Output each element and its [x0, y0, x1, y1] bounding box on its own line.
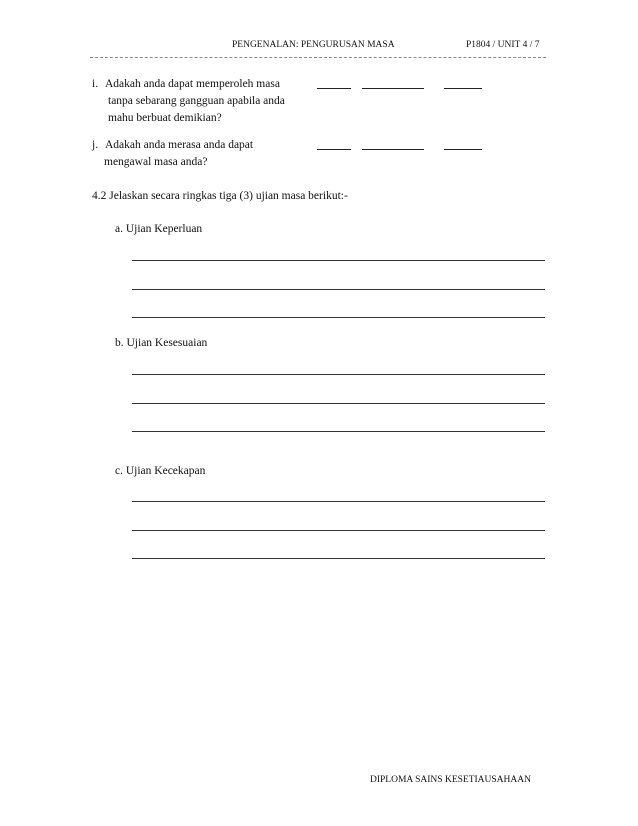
question-i-line-1: Adakah anda dapat memperoleh masa — [104, 78, 280, 90]
item-c-answer-line-3[interactable] — [132, 558, 545, 559]
item-a-label: a. Ujian Keperluan — [115, 223, 203, 235]
question-j-label: j. — [92, 139, 99, 151]
header-separator — [90, 57, 546, 58]
question-i-line-2: tanpa sebarang gangguan apabila anda — [108, 95, 285, 107]
item-b-label: b. Ujian Kesesuaian — [115, 337, 208, 349]
footer-text: DIPLOMA SAINS KESETIAUSAHAAN — [370, 775, 531, 785]
question-j-line-1: Adakah anda merasa anda dapat — [104, 139, 254, 151]
question-j-answer-blank-1[interactable] — [317, 149, 351, 150]
item-b-answer-line-1[interactable] — [132, 374, 545, 375]
question-i-answer-blank-2[interactable] — [362, 88, 424, 89]
question-j-line-2: mengawal masa anda? — [104, 156, 208, 168]
question-j-answer-blank-3[interactable] — [444, 149, 482, 150]
item-c-answer-line-1[interactable] — [132, 501, 545, 502]
item-a-answer-line-2[interactable] — [132, 289, 545, 290]
question-i — [92, 76, 285, 127]
question-j — [92, 137, 253, 171]
question-i-line-3: mahu berbuat demikian? — [108, 112, 222, 124]
question-i-answer-blank-1[interactable] — [317, 88, 351, 89]
item-a-answer-line-1[interactable] — [132, 260, 545, 261]
question-j-answer-blank-2[interactable] — [362, 149, 424, 150]
item-c-answer-line-2[interactable] — [132, 530, 545, 531]
item-c-label: c. Ujian Kecekapan — [115, 465, 206, 477]
question-i-label: i. — [92, 78, 99, 90]
item-b-answer-line-2[interactable] — [132, 403, 545, 404]
question-i-answer-blank-3[interactable] — [444, 88, 482, 89]
section-heading: 4.2 Jelaskan secara ringkas tiga (3) ujian masa berikut:- — [92, 190, 348, 202]
header-unit-code: P1804 / UNIT 4 / 7 — [466, 40, 540, 50]
item-b-answer-line-3[interactable] — [132, 431, 545, 432]
item-a-answer-line-3[interactable] — [132, 317, 545, 318]
header-title: PENGENALAN: PENGURUSAN MASA — [232, 40, 395, 50]
